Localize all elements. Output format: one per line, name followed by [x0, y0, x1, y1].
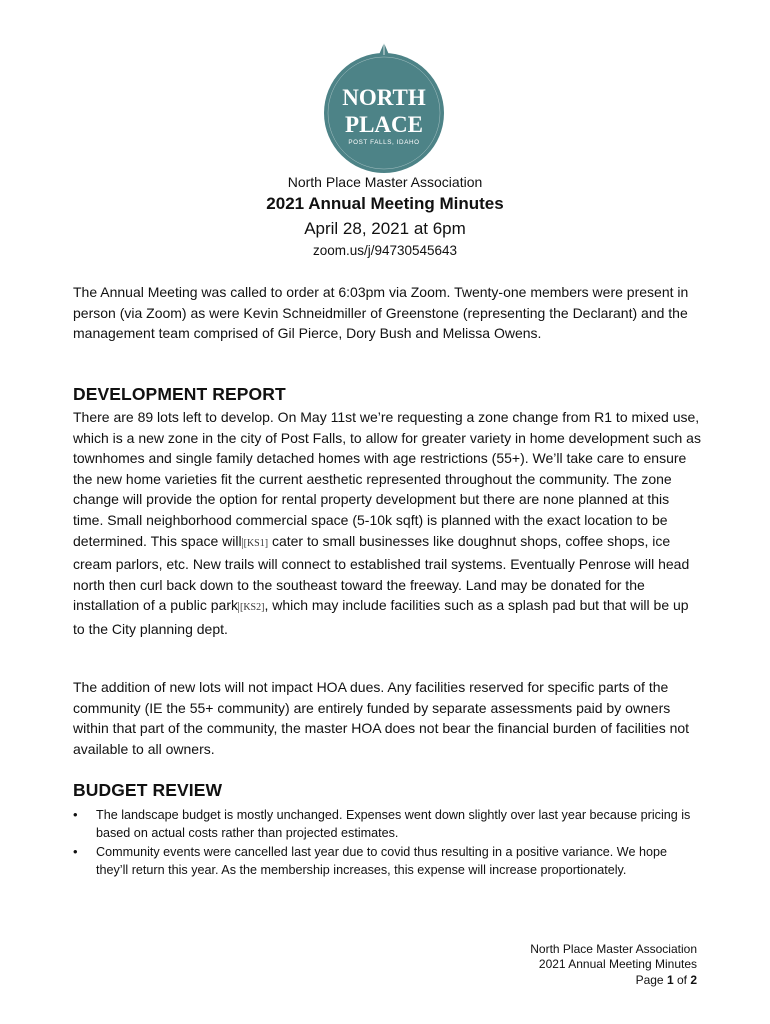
- page-total: 2: [690, 972, 697, 987]
- page-of: of: [673, 972, 691, 987]
- development-text-c: , which may include facilities such as a splash pad but that will be up to the City planning dept.: [73, 597, 689, 637]
- meeting-date: April 28, 2021 at 6pm: [304, 219, 466, 238]
- document-title: 2021 Annual Meeting Minutes: [266, 194, 504, 213]
- list-item: • The landscape budget is mostly unchanged. Expenses went down slightly over last year because pricing is based on actual costs rather than projected estimates.: [73, 806, 701, 843]
- logo-line1: NORTH: [342, 85, 426, 110]
- development-paragraph-1: [73, 407, 701, 640]
- list-item: • Community events were cancelled last year due to covid thus resulting in a positive variance. We hope they’ll return this year. As the membership increases, this expense will increase proportionately.: [73, 843, 701, 880]
- development-text-b: cater to small businesses like doughnut shops, coffee shops, ice cream parlors, etc. New trails will connect to established trail systems. Eventually Penrose will head north then curl back down to the southeast toward the freeway. Land may be donated for the installation of a public park: [73, 532, 690, 614]
- development-heading: DEVELOPMENT REPORT: [73, 384, 286, 404]
- zoom-link[interactable]: zoom.us/j/94730545643: [312, 243, 458, 258]
- development-text-a: There are 89 lots left to develop. On May 11st we’re requesting a zone change from R1 to mixed use, which is a new zone in the city of Post Falls, to allow for greater variety in home development such as townhomes and single family detached homes with age restrictions (55+). We’ll take care to ensure the new home varieties fit the current aesthetic represented throughout the community. The zone change will provide the option for rental property development but there are none planned at this time. Small neighborhood commercial space (5-10k sqft) is planned with the exact location to be determined. This space will: [73, 409, 701, 549]
- intro-paragraph: The Annual Meeting was called to order at 6:03pm via Zoom. Twenty-one members were present in person (via Zoom) as were Kevin Schneidmiller of Greenstone (representing the Declarant) and the management team comprised of Gil Pierce, Dory Bush and Melissa Owens.: [73, 284, 689, 342]
- budget-heading: BUDGET REVIEW: [73, 780, 223, 800]
- comment-marker-ks1[interactable]: [KS1]: [243, 537, 269, 549]
- logo-line2: PLACE: [345, 112, 423, 137]
- development-paragraph-2: The addition of new lots will not impact HOA dues. Any facilities reserved for specific parts of the community (IE the 55+ community) are entirely funded by separate assessments paid by owners within that part of the community, the master HOA does not bear the financial burden of facilities not available to all owners.: [73, 679, 690, 757]
- logo-tagline: POST FALLS, IDAHO: [348, 139, 420, 146]
- page-prefix: Page: [635, 972, 667, 987]
- footer-org: North Place Master Association: [530, 942, 697, 956]
- page-current: 1: [666, 972, 674, 987]
- page-footer: [530, 942, 697, 988]
- north-place-logo: [323, 41, 445, 177]
- organization-name: North Place Master Association: [287, 174, 483, 190]
- footer-title: 2021 Annual Meeting Minutes: [538, 957, 697, 972]
- comment-marker-ks2[interactable]: [KS2]: [240, 602, 265, 614]
- footer-page-number: [530, 973, 697, 988]
- budget-list: [73, 806, 701, 880]
